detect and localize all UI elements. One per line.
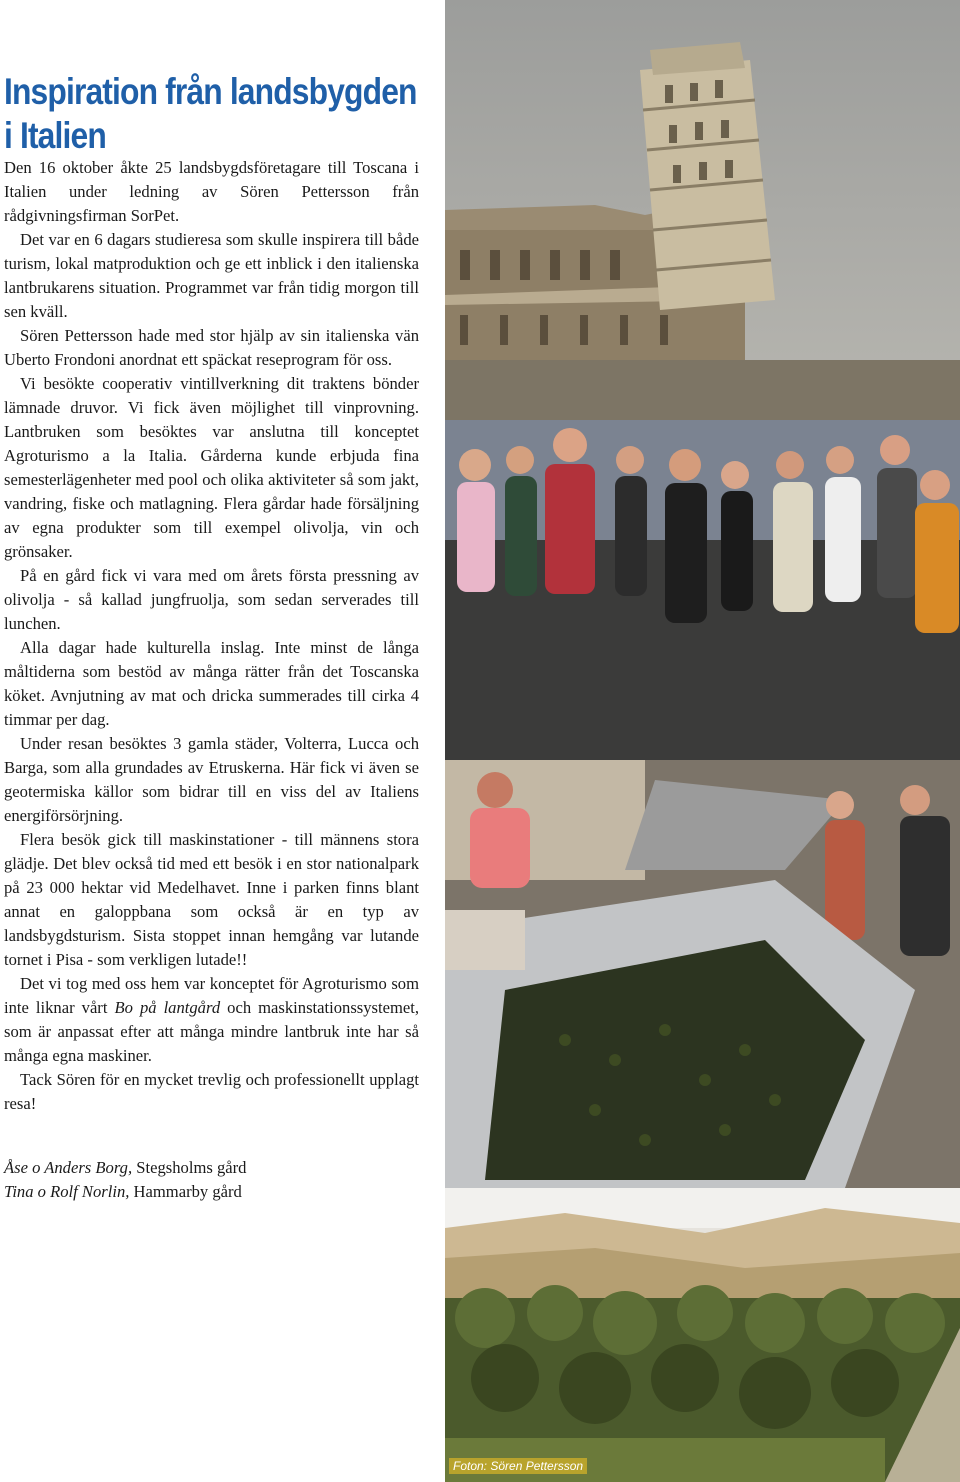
photo-credit: Foton: Sören Pettersson bbox=[449, 1458, 587, 1474]
italic-term: Bo på lantgård bbox=[114, 998, 221, 1017]
paragraph: Flera besök gick till maskinstationer - till männens stora glädje. Det blev också tid med ett besök i en stor nationalpark på 23 000 hektar vid Medelhavet. Inne i parken finns blant annat en galoppbana som också är en typ av landsbygdsturism. Sista stoppet innan hemgång var lutande tornet i Pisa - som verkligen lutade!! bbox=[4, 830, 419, 969]
paragraph: Under resan besöktes 3 gamla städer, Volterra, Lucca och Barga, som alla grundades av Etruskerna. Här fick vi även se geotermiska källor som bidrar till en viss del av Italiens energiförsörjning. bbox=[4, 734, 419, 825]
signature-place: Stegsholms gård bbox=[132, 1158, 247, 1177]
paragraph-text: Det vi tog med oss hem var konceptet för Agroturismo som inte liknar vårt bbox=[4, 974, 419, 1017]
article-body bbox=[4, 156, 419, 1116]
paragraph bbox=[4, 972, 419, 1068]
signature bbox=[4, 1156, 419, 1204]
paragraph: Tack Sören för en mycket trevlig och professionellt upplagt resa! bbox=[4, 1070, 419, 1113]
paragraph: Alla dagar hade kulturella inslag. Inte minst de långa måltiderna som bestöd av många rätter från det Toscanska köket. Avnjutning av mat och dricka summerades till cirka 4 timmar per dag. bbox=[4, 638, 419, 729]
paragraph: Vi besökte cooperativ vintillverkning dit traktens bönder lämnade druvor. Vi fick även möjlighet till vinprovning. Lantbruken som besöktes var anslutna till konceptet Agroturismo a la Italia. Gårderna kunde erbjuda fina semesterlägenheter med pool och olika aktiviteter så som jakt, vandring, fiske och matlagning. Flera gårdar hade försäljning av egna produkter som till exempel olivolja, vin och grönsaker. bbox=[4, 374, 419, 561]
paragraph: Det var en 6 dagars studieresa som skulle inspirera till både turism, lokal matproduktion och ge ett inblick i den italienska lantbrukarens situation. Programmet var från tidig morgon till sen kväll. bbox=[4, 230, 419, 321]
article-title: Inspiration från landsbygden i Italien bbox=[4, 71, 417, 156]
signature-names: Åse o Anders Borg, bbox=[4, 1158, 133, 1177]
signature-place: Hammarby gård bbox=[129, 1182, 242, 1201]
paragraph-text: och maskinstationssystemet, som är anpassat efter att många mindre lantbruk inte har så många egna maskiner. bbox=[4, 998, 419, 1065]
paragraph: Sören Pettersson hade med stor hjälp av sin italienska vän Uberto Frondoni anordnat ett späckat reseprogram för oss. bbox=[4, 326, 419, 369]
signature-line bbox=[4, 1156, 419, 1180]
signature-names: Tina o Rolf Norlin, bbox=[4, 1182, 130, 1201]
photo-group bbox=[445, 420, 960, 760]
paragraph: Den 16 oktober åkte 25 landsbygdsföretagare till Toscana i Italien under ledning av Sören Pettersson från rådgivningsfirman SorPet. bbox=[4, 158, 419, 225]
photo-olive-pressing bbox=[445, 760, 960, 1188]
signature-line bbox=[4, 1180, 419, 1204]
photo-column bbox=[445, 0, 960, 1482]
photo-pisa-tower bbox=[445, 0, 960, 420]
paragraph: På en gård fick vi vara med om årets första pressning av olivolja - så kallad jungfruolja, som sedan serverades till lunchen. bbox=[4, 566, 419, 633]
photo-tuscan-landscape bbox=[445, 1188, 960, 1482]
